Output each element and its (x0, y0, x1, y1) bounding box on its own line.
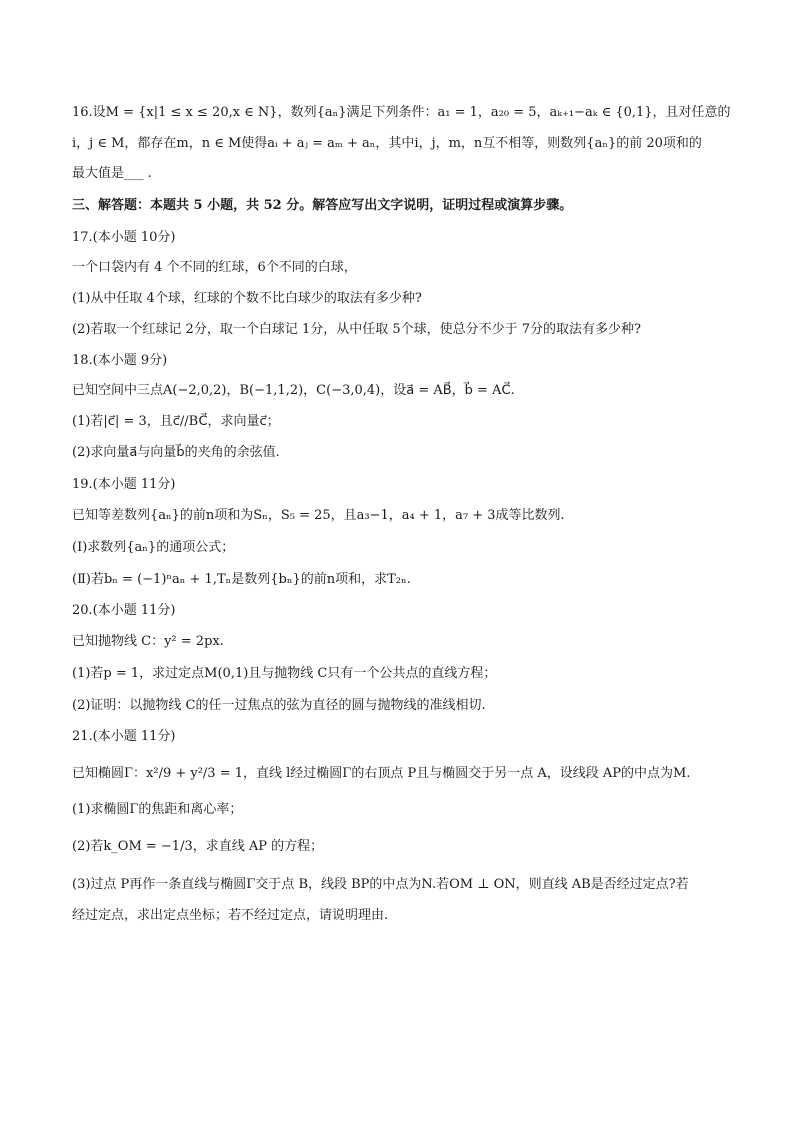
q17-title: 17.(本小题 10分) (72, 230, 176, 245)
q20-stem: 已知抛物线 C：y² = 2px. (72, 634, 224, 649)
q21-part3-line2: 经过定点，求出定点坐标；若不经过定点，请说明理由. (72, 908, 389, 923)
section3-heading: 三、解答题：本题共 5 小题，共 52 分。解答应写出文字说明，证明过程或演算步骤。 (72, 198, 573, 213)
q18-title: 18.(本小题 9分) (72, 353, 168, 368)
q16-line3: 最大值是___ . (72, 166, 152, 181)
q18-stem: 已知空间中三点A(−2,0,2)，B(−1,1,2)，C(−3,0,4)，设a⃗ = AB⃗，b⃗ = AC⃗. (72, 383, 515, 398)
q18-part1: (1)若|c⃗| = 3，且c⃗//BC⃗，求向量c⃗； (72, 414, 280, 429)
q21-part1: (1)求椭圆Γ的焦距和离心率； (72, 802, 243, 817)
q17-stem: 一个口袋内有 4 个不同的红球，6个不同的白球， (72, 260, 357, 275)
q19-title: 19.(本小题 11分) (72, 477, 176, 492)
q19-part1: (Ⅰ)求数列{aₙ}的通项公式； (72, 540, 235, 555)
q21-stem: 已知椭圆Γ：x²/9 + y²/3 = 1，直线 l经过椭圆Γ的右顶点 P且与椭圆交于另一点 A，设线段 AP的中点为M. (72, 766, 691, 781)
q21-title: 21.(本小题 11分) (72, 729, 176, 744)
q21-part2: (2)若k_OM = −1/3，求直线 AP 的方程； (72, 839, 324, 854)
q16-line1: 16.设M = {x|1 ≤ x ≤ 20,x ∈ N}，数列{aₙ}满足下列条件：a₁ = 1，a₂₀ = 5，aₖ₊₁−aₖ ∈ {0,1}，且对任意的 (72, 105, 731, 120)
q21-part3-line1: (3)过点 P再作一条直线与椭圆Γ交于点 B，线段 BP的中点为N.若OM ⊥ ON，则直线 AB是否经过定点?若 (72, 877, 689, 892)
q19-part2: (Ⅱ)若bₙ = (−1)ⁿaₙ + 1,Tₙ是数列{bₙ}的前n项和，求T₂ₙ. (72, 572, 411, 587)
q20-part2: (2)证明：以抛物线 C的任一过焦点的弦为直径的圆与抛物线的准线相切. (72, 698, 486, 713)
q19-stem: 已知等差数列{aₙ}的前n项和为Sₙ，S₅ = 25，且a₃−1，a₄ + 1，a₇ + 3成等比数列. (72, 508, 565, 523)
q17-part1: (1)从中任取 4个球，红球的个数不比白球少的取法有多少种? (72, 291, 422, 306)
q17-part2: (2)若取一个红球记 2分，取一个白球记 1分，从中任取 5个球，使总分不少于 7分的取法有多少种? (72, 322, 641, 337)
q16-line2: i，j ∈ M，都存在m，n ∈ M使得aᵢ + aⱼ = aₘ + aₙ，其中i，j，m，n互不相等，则数列{aₙ}的前 20项和的 (72, 136, 702, 151)
q20-part1: (1)若p = 1，求过定点M(0,1)且与抛物线 C只有一个公共点的直线方程； (72, 666, 497, 681)
q20-title: 20.(本小题 11分) (72, 603, 176, 618)
q18-part2: (2)求向量a⃗与向量b⃗的夹角的余弦值. (72, 445, 280, 460)
